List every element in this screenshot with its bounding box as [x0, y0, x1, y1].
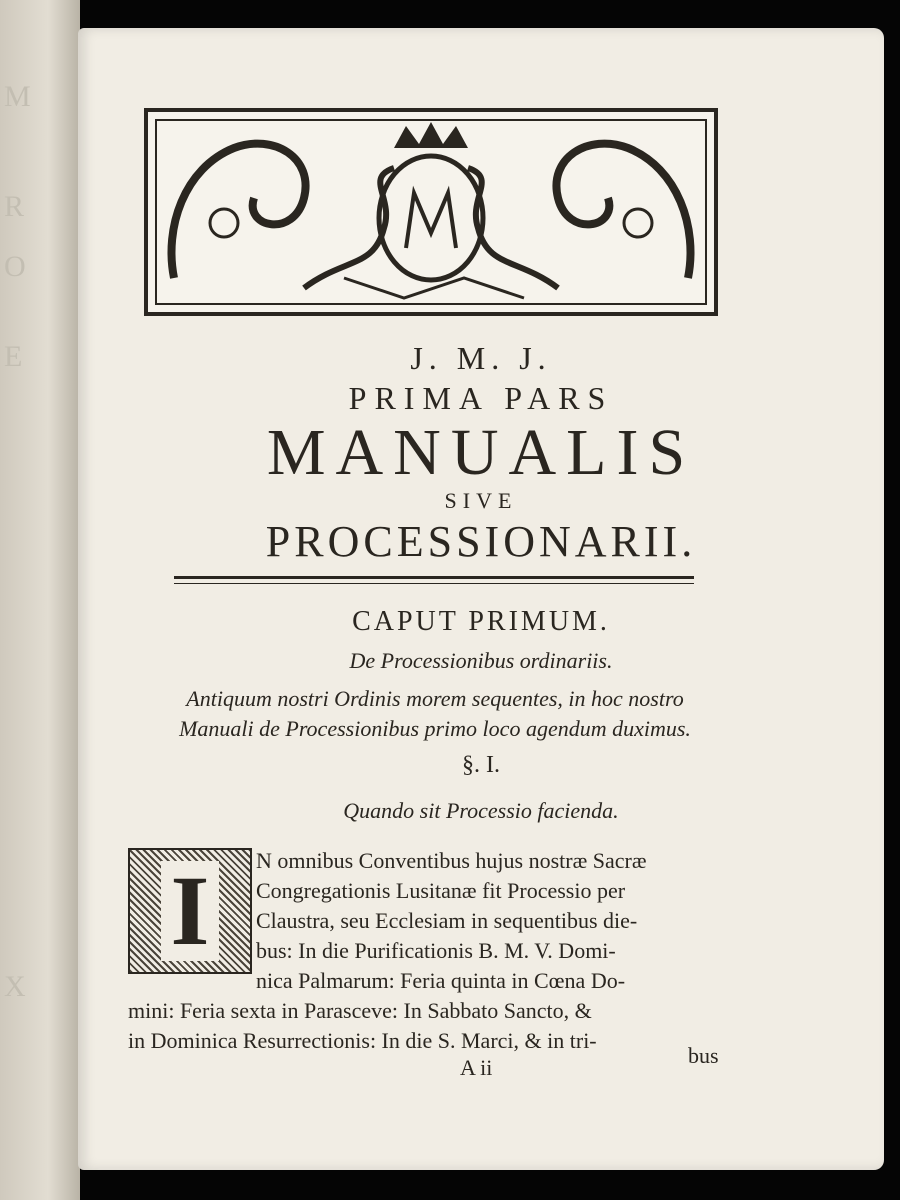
section-heading: Quando sit Processio facienda. [343, 798, 619, 823]
thick-rule [174, 576, 694, 579]
dropcap-letter: I [161, 861, 220, 961]
bleed-letter: O [4, 250, 28, 283]
body-line: bus: In die Purificationis B. M. V. Domi- [256, 938, 616, 963]
bleed-letter: R [4, 190, 27, 223]
chapter-subtitle: De Processionibus ordinariis. [349, 648, 613, 673]
intro-line: Manuali de Processionibus primo loco agendum duximus. [179, 716, 691, 741]
body-line: nica Palmarum: Feria quinta in Cœna Do- [256, 968, 626, 993]
chapter-title: CAPUT PRIMUM. [352, 606, 610, 637]
ornamental-headpiece [144, 108, 718, 316]
body-line: mini: Feria sexta in Parasceve: In Sabbato Sancto, & [128, 998, 592, 1023]
chapter-intro [130, 684, 740, 744]
catchword: bus [688, 1043, 719, 1068]
title-line-manualis: MANUALIS [266, 416, 696, 489]
intro-line: Antiquum nostri Ordinis morem sequentes, in hoc nostro [186, 686, 684, 711]
title-line-sive: SIVE [444, 488, 518, 513]
section-number: §. I. [462, 752, 500, 778]
body-line: in Dominica Resurrectionis: In die S. Marci, & in tri- [128, 1028, 597, 1053]
bleed-letter: E [4, 340, 25, 373]
dropcap-initial [128, 848, 252, 974]
body-line: Congregationis Lusitanæ fit Processio per [256, 878, 626, 903]
facing-page-edge [0, 0, 80, 1200]
body-paragraph [256, 846, 746, 996]
signature-mark: A ii [460, 1055, 493, 1080]
body-paragraph-continued [128, 996, 746, 1056]
bleed-letter: M [4, 80, 33, 113]
bleed-letter: X [4, 970, 28, 1003]
title-line-processionarii: PROCESSIONARII. [265, 517, 697, 566]
thin-rule [174, 583, 694, 584]
jmj-monogram: J. M. J. [410, 340, 552, 376]
title-line-prima-pars: PRIMA PARS [348, 380, 614, 416]
book-page [78, 28, 884, 1170]
body-line: Claustra, seu Ecclesiam in sequentibus die- [256, 908, 638, 933]
body-line: N omnibus Conventibus hujus nostræ Sacræ [256, 848, 647, 873]
